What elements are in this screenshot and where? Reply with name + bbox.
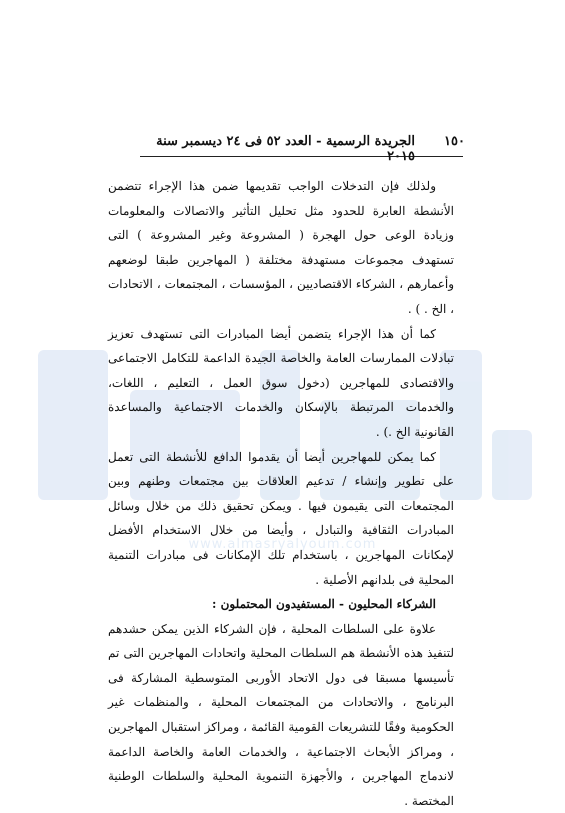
page-number: ١٥٠ <box>444 134 465 149</box>
paragraph: علاوة على السلطات المحلية ، فإن الشركاء الذين يمكن حشدهم لتنفيذ هذه الأنشطة هم السلطات المحلية واتحادات المهاجرين التى تم تأسيسها مسبقا فى دول الاتحاد الأوربى المتوسطية المشاركة فى البرنامج ، والاتحادات من المجتمعات المحلية ، والمنظمات غير الحكومية وفقًا للتشريعات القومية القائمة ، ومراكز استقبال المهاجرين ، ومراكز الأبحاث الاجتماعية ، والخدمات العامة والخاصة الداعمة لاندماج المهاجرين ، والأجهزة التنموية المحلية والسلطات الوطنية المختصة . <box>108 621 454 808</box>
paragraph: كما أن هذا الإجراء يتضمن أيضا المبادرات التى تستهدف تعزيز تبادلات الممارسات العامة والخاصة الجيدة الداعمة للتكامل الاجتماعى والاقتصادى للمهاجرين (دخول سوق العمل ، التعليم ، اللغات، والخدمات المرتبطة بالإسكان والخدمات الاجتماعية والمساعدة القانونية الخ .) . <box>108 326 454 439</box>
section-heading: الشركاء المحليون - المستفيدون المحتملون : <box>212 597 436 612</box>
paragraph: كما يمكن للمهاجرين أيضا أن يقدموا الدافع للأنشطة التى تعمل على تطوير وإنشاء / تدعيم العلاقات بين مجتمعات وطنهم وبين المجتمعات التى يقيمون فيها . ويمكن تحقيق ذلك من خلال وسائل المبادرات الثقافية والتبادل ، وأيضا من خلال الاستخدام الأفضل لإمكانات المهاجرين ، باستخدام تلك الإمكانات فى مبادرات التنمية المحلية فى بلدانهم الأصلية . <box>108 449 454 587</box>
page-header <box>140 130 465 164</box>
watermark-text: www.almasryalyoum.com <box>188 537 377 552</box>
document-body <box>108 174 454 813</box>
gazette-title: الجريدة الرسمية - العدد ٥٢ فى ٢٤ ديسمبر سنة ٢٠١٥ <box>156 134 415 164</box>
paragraph: ولذلك فإن التدخلات الواجب تقديمها ضمن هذا الإجراء تتضمن الأنشطة العابرة للحدود مثل تحليل التأثير والاتصالات والمعلومات وزيادة الوعى حول الهجرة ( المشروعة وغير المشروعة ) التى تستهدف مجموعات مستهدفة مختلفة ( المهاجرين طبقا لوضعهم وأعمارهم ، الشركاء الاقتصاديين ، المؤسسات ، المجتمعات ، الاتحادات ، الخ . ) . <box>108 179 454 316</box>
